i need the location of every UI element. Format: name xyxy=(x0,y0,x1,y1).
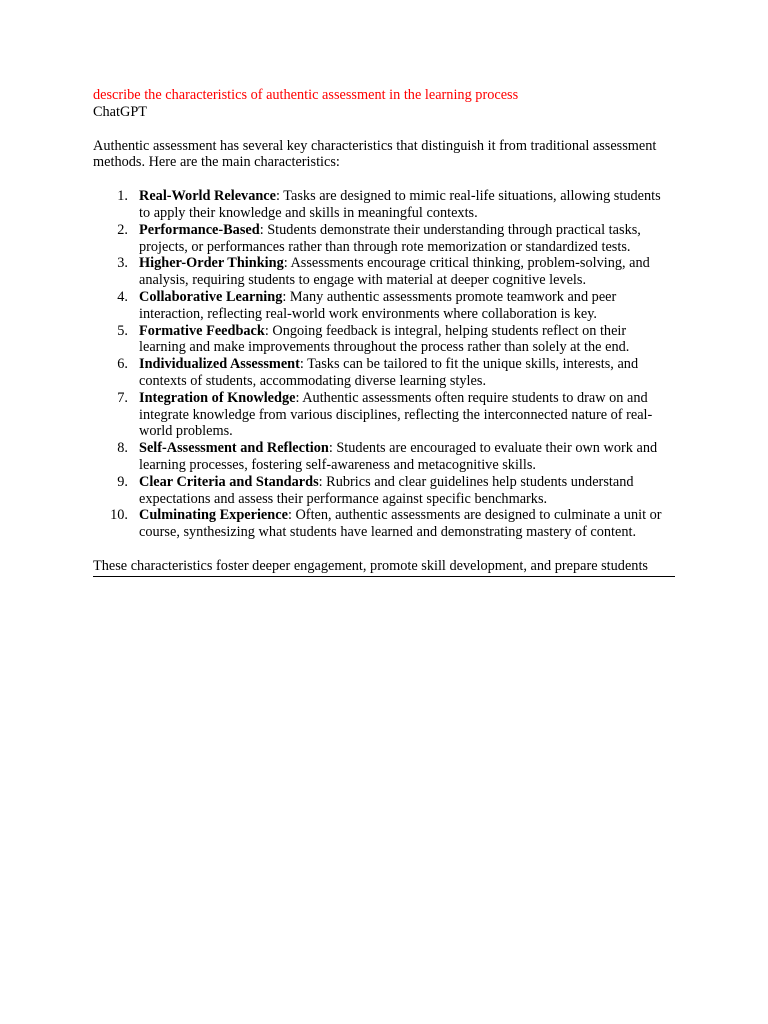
item-number: 5. xyxy=(117,322,128,339)
item-description: : Rubrics and clear guidelines help students understand expectations and assess their performance against specific benchmarks. xyxy=(139,473,634,507)
item-description: : Authentic assessments often require students to draw on and integrate knowledge from various disciplines, reflecting the interconnected nature of real-world problems. xyxy=(139,389,653,440)
list-item xyxy=(93,188,675,222)
item-description: : Tasks can be tailored to fit the unique skills, interests, and contexts of students, accommodating diverse learning styles. xyxy=(139,356,639,389)
item-number: 7. xyxy=(117,389,128,406)
item-number: 8. xyxy=(117,440,128,457)
item-description: : Tasks are designed to mimic real-life situations, allowing students to apply their knowledge and skills in meaningful contexts. xyxy=(139,188,661,221)
list-item xyxy=(93,507,675,541)
item-number: 3. xyxy=(117,255,128,272)
item-description: : Students are encouraged to evaluate their own work and learning processes, fostering self-awareness and metacognitive skills. xyxy=(139,440,658,473)
item-description: : Ongoing feedback is integral, helping students reflect on their learning and make improvements throughout the process rather than solely at the end. xyxy=(139,322,630,356)
list-item xyxy=(93,222,675,256)
item-term: Formative Feedback xyxy=(139,322,265,339)
item-number: 1. xyxy=(117,188,128,205)
item-description: : Students demonstrate their understanding through practical tasks, projects, or performances rather than through rote memorization or standardized tests. xyxy=(139,221,641,255)
item-description: : Many authentic assessments promote teamwork and peer interaction, reflecting real-world work environments where collaboration is key. xyxy=(139,288,617,322)
list-item xyxy=(93,323,675,357)
list-item xyxy=(93,390,675,440)
speaker-label: ChatGPT xyxy=(93,103,148,120)
item-term: Culminating Experience xyxy=(139,507,288,524)
list-item xyxy=(93,255,675,289)
item-term: Performance-Based xyxy=(139,221,260,238)
item-number: 2. xyxy=(117,221,128,238)
item-term: Integration of Knowledge xyxy=(139,389,296,406)
list-item xyxy=(93,289,675,323)
item-description: : Often, authentic assessments are designed to culminate a unit or course, synthesizing what students have learned and demonstrating mastery of content. xyxy=(139,507,662,541)
item-number: 9. xyxy=(117,473,128,490)
intro-paragraph: Authentic assessment has several key characteristics that distinguish it from traditional assessment methods. Here are the main characteristics: xyxy=(93,137,657,171)
list-item xyxy=(93,356,675,390)
characteristics-list xyxy=(93,188,675,541)
item-term: Higher-Order Thinking xyxy=(139,255,284,272)
list-item xyxy=(93,474,675,508)
item-term: Individualized Assessment xyxy=(139,356,300,373)
item-number: 6. xyxy=(117,356,128,373)
item-term: Real-World Relevance xyxy=(139,188,276,205)
user-prompt: describe the characteristics of authentic assessment in the learning process xyxy=(93,87,519,103)
item-description: : Assessments encourage critical thinking, problem-solving, and analysis, requiring students to engage with material at deeper cognitive levels. xyxy=(139,255,650,289)
item-number: 4. xyxy=(117,288,128,305)
item-term: Self-Assessment and Reflection xyxy=(139,440,329,457)
list-item xyxy=(93,440,675,474)
item-term: Clear Criteria and Standards xyxy=(139,473,319,490)
document-page xyxy=(93,87,675,577)
item-term: Collaborative Learning xyxy=(139,288,283,305)
closing-paragraph: These characteristics foster deeper engagement, promote skill development, and prepare students xyxy=(93,558,675,577)
item-number: 10. xyxy=(110,507,128,524)
